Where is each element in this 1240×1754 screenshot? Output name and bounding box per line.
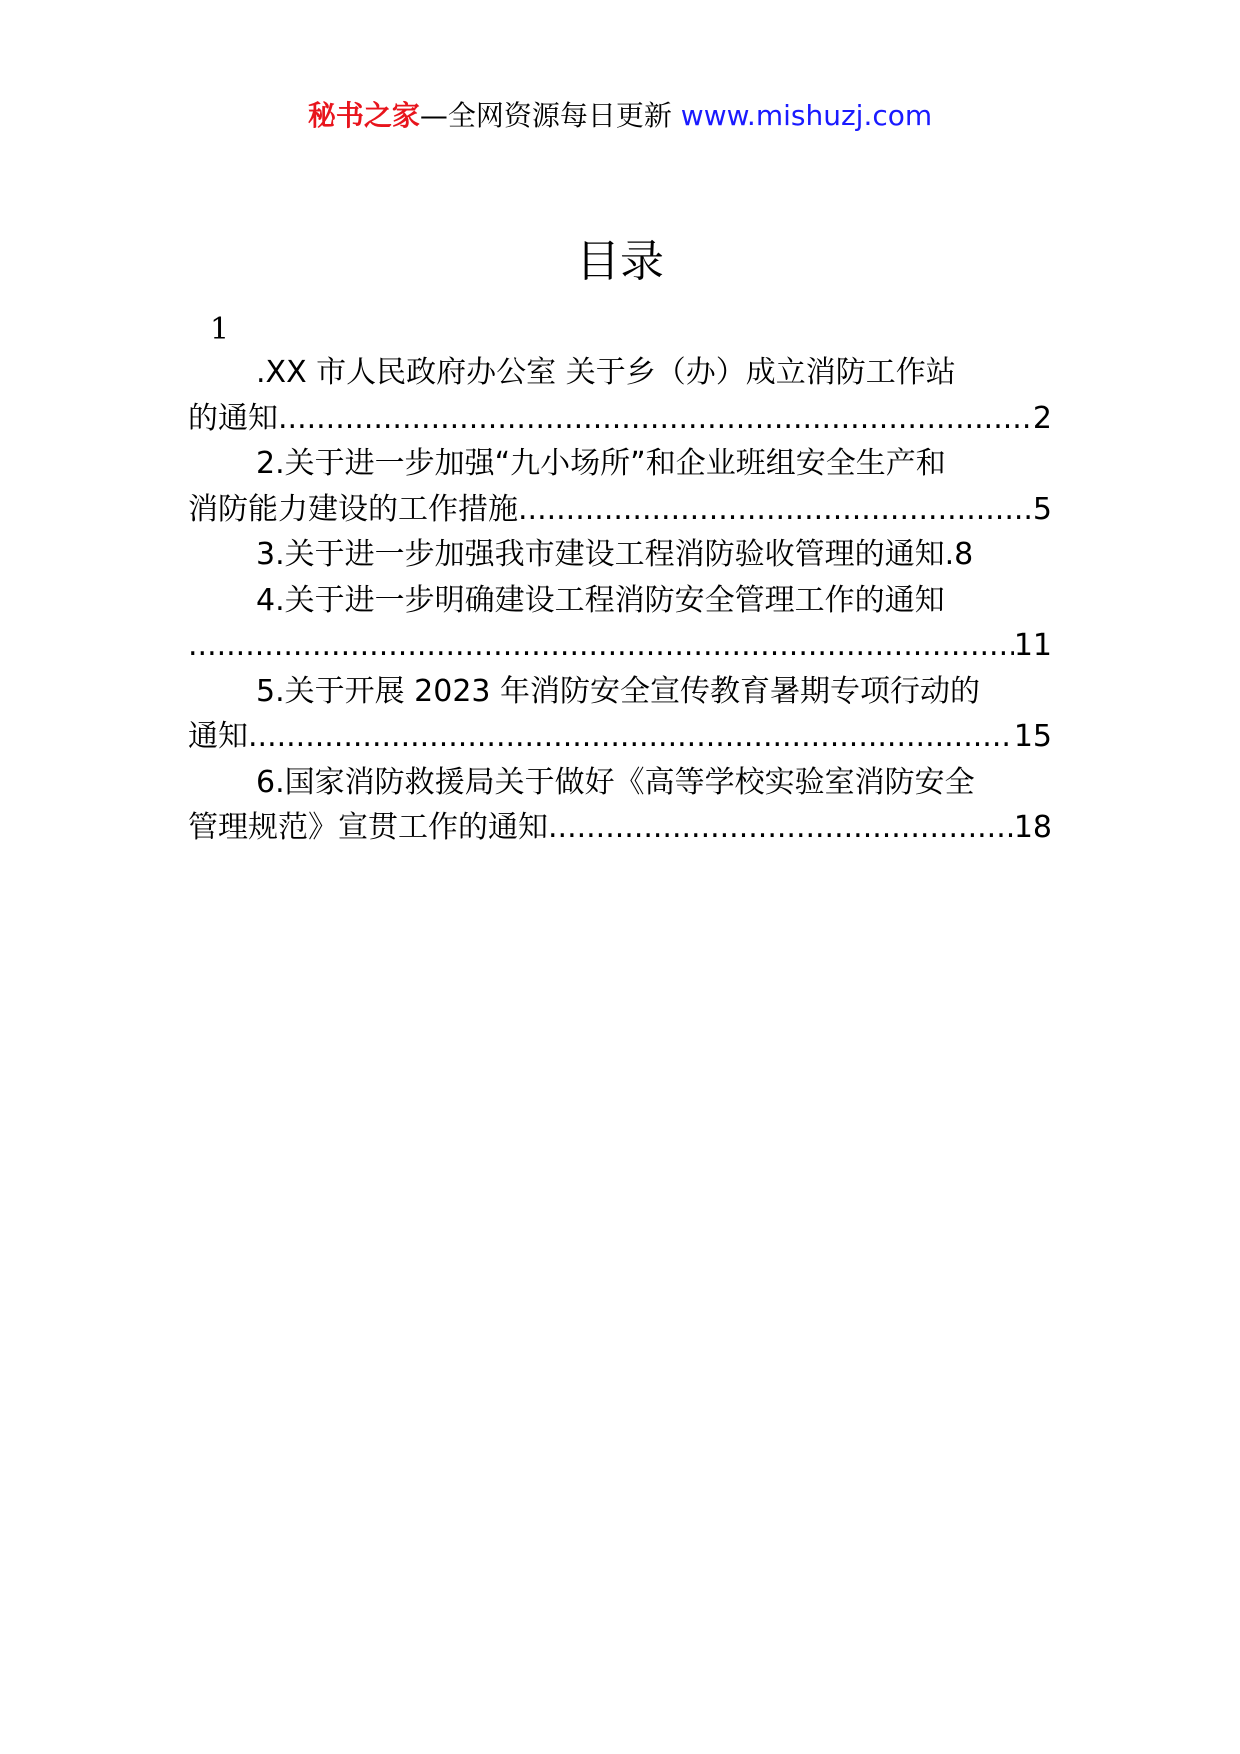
toc-entry-4-leader-dots (188, 623, 1014, 669)
toc-entry-3-line1 (188, 532, 1052, 578)
toc-entry-5-line1: 5.关于开展 2023 年消防安全宣传教育暑期专项行动的 (256, 673, 981, 709)
toc-entry-6-line1: 6.国家消防救援局关于做好《高等学校实验室消防安全 (256, 764, 975, 800)
toc-entry-3-page: 8 (954, 537, 974, 572)
toc-entry-6[interactable] (188, 760, 1052, 851)
toc-entry-2-line1: 2.关于进一步加强“九小场所”和企业班组安全生产和 (256, 446, 946, 481)
toc-entry-2-tail: 消防能力建设的工作措施 (188, 491, 518, 527)
toc-entry-1-line1: .XX 市人民政府办公室 关于乡（办）成立消防工作站 (256, 355, 956, 390)
toc-entry-3-text: 3.关于进一步加强我市建设工程消防验收管理的通知 (256, 537, 945, 572)
toc-entry-6-leader-dots (548, 805, 1014, 851)
toc-entry-2-line2 (188, 487, 1052, 533)
toc-entry-5[interactable] (188, 669, 1052, 760)
toc-entry-4-line1: 4.关于进一步明确建设工程消防安全管理工作的通知 (256, 582, 945, 618)
toc-entry-2[interactable] (188, 441, 1052, 532)
toc-entry-1-page: 2 (1032, 400, 1052, 436)
toc-entry-5-line2 (188, 714, 1052, 760)
toc-list (188, 350, 1052, 851)
toc-entry-4-page: 11 (1013, 628, 1052, 663)
brand-name: 秘书之家 (307, 99, 420, 132)
toc-entry-6-tail: 管理规范》宣贯工作的通知 (188, 810, 548, 845)
toc-entry-1-tail: 的通知 (188, 400, 278, 436)
toc-entry-4-line2 (188, 623, 1052, 669)
toc-entry-1-line2 (188, 396, 1052, 442)
toc-entry-3-dot: . (944, 537, 955, 572)
site-url-link[interactable]: www.mishuzj.com (680, 99, 933, 132)
toc-stray-number: 1 (210, 312, 230, 347)
toc-entry-2-leader-dots (518, 487, 1033, 533)
toc-entry-6-page: 18 (1013, 810, 1052, 845)
site-header (0, 96, 1240, 136)
toc-entry-5-leader-dots (248, 714, 1014, 760)
toc-title: 目录 (576, 236, 664, 287)
toc-entry-2-page: 5 (1032, 491, 1052, 527)
toc-entry-5-tail: 通知 (188, 719, 248, 754)
toc-entry-1[interactable] (188, 350, 1052, 441)
toc-entry-6-line2 (188, 805, 1052, 851)
header-tagline: —全网资源每日更新 (419, 99, 672, 132)
toc-entry-3[interactable] (188, 532, 1052, 578)
toc-entry-5-page: 15 (1013, 719, 1052, 754)
toc-entry-4[interactable] (188, 578, 1052, 669)
toc-entry-1-leader-dots (278, 396, 1033, 442)
